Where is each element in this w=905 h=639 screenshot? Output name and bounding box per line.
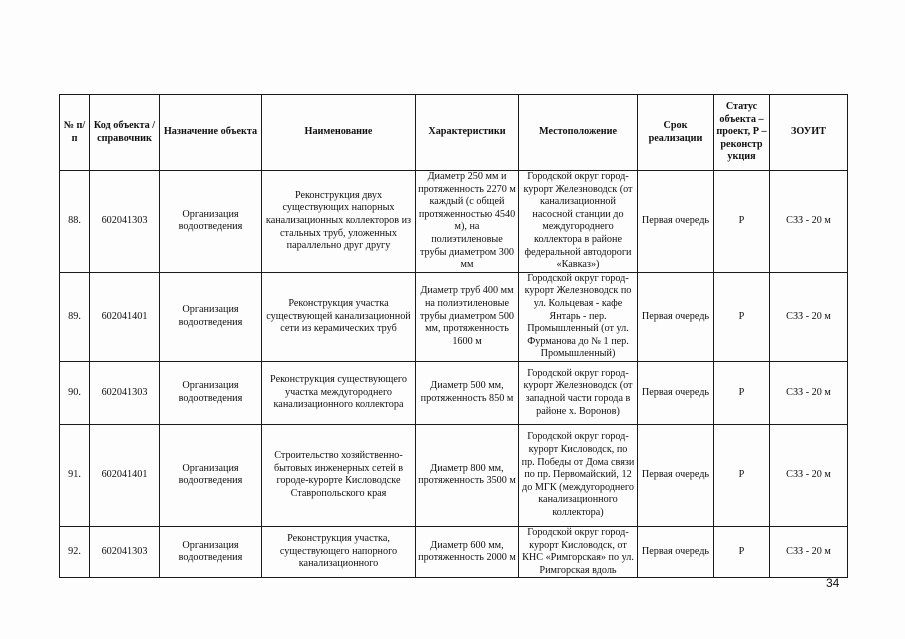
cell-term: Первая очередь bbox=[638, 272, 714, 361]
cell-number: 88. bbox=[60, 171, 90, 273]
cell-term: Первая очередь bbox=[638, 361, 714, 424]
cell-number: 91. bbox=[60, 424, 90, 526]
cell-purpose: Организация водоотведения bbox=[160, 361, 262, 424]
cell-code: 602041303 bbox=[90, 526, 160, 577]
cell-zone: СЗЗ - 20 м bbox=[770, 526, 848, 577]
table-row bbox=[60, 424, 848, 526]
cell-characteristics: Диаметр 250 мм и протяженность 2270 м каждый (с общей протяженностью 4540 м), на полиэтиленовые трубы диаметром 300 мм bbox=[416, 171, 519, 273]
cell-code: 602041303 bbox=[90, 171, 160, 273]
cell-location: Городской округ город-курорт Железноводск по ул. Кольцевая - кафе Янтарь - пер. Промышленный (от ул. Фурманова до № 1 пер. Промышленный) bbox=[519, 272, 638, 361]
header-status: Статус объекта – проект, Р – реконстр укция bbox=[714, 95, 770, 171]
cell-zone: СЗЗ - 20 м bbox=[770, 361, 848, 424]
cell-number: 92. bbox=[60, 526, 90, 577]
cell-name: Реконструкция существующего участка междугороднего канализационного коллектора bbox=[262, 361, 416, 424]
cell-number: 90. bbox=[60, 361, 90, 424]
cell-location: Городской округ город-курорт Кисловодск, по пр. Победы от Дома связи по пр. Первомайский, 12 до МГК (междугороднего канализационного коллектора) bbox=[519, 424, 638, 526]
cell-name: Строительство хозяйственно-бытовых инженерных сетей в городе-курорте Кисловодске Ставропольского края bbox=[262, 424, 416, 526]
cell-characteristics: Диаметр 500 мм, протяженность 850 м bbox=[416, 361, 519, 424]
objects-table bbox=[59, 94, 848, 578]
cell-name: Реконструкция двух существующих напорных канализационных коллекторов из стальных труб, уложенных параллельно друг другу bbox=[262, 171, 416, 273]
cell-status: Р bbox=[714, 361, 770, 424]
cell-location: Городской округ город-курорт Кисловодск, от КНС «Римгорская» по ул. Римгорская вдоль bbox=[519, 526, 638, 577]
table-row bbox=[60, 272, 848, 361]
header-characteristics: Характеристики bbox=[416, 95, 519, 171]
header-purpose: Назначение объекта bbox=[160, 95, 262, 171]
cell-purpose: Организация водоотведения bbox=[160, 424, 262, 526]
cell-purpose: Организация водоотведения bbox=[160, 526, 262, 577]
cell-characteristics: Диаметр труб 400 мм на полиэтиленовые трубы диаметром 500 мм, протяженность 1600 м bbox=[416, 272, 519, 361]
cell-characteristics: Диаметр 800 мм, протяженность 3500 м bbox=[416, 424, 519, 526]
cell-characteristics: Диаметр 600 мм, протяженность 2000 м bbox=[416, 526, 519, 577]
header-zone: ЗОУИТ bbox=[770, 95, 848, 171]
cell-status: Р bbox=[714, 526, 770, 577]
cell-location: Городской округ город-курорт Железноводск (от канализационной насосной станции до междугороднего коллектора в районе федеральной автодороги «Кавказ») bbox=[519, 171, 638, 273]
page-number: 34 bbox=[826, 576, 840, 590]
cell-purpose: Организация водоотведения bbox=[160, 171, 262, 273]
cell-status: Р bbox=[714, 171, 770, 273]
cell-location: Городской округ город-курорт Железноводск (от западной части города в районе х. Воронов) bbox=[519, 361, 638, 424]
cell-name: Реконструкция участка, существующего напорного канализационного bbox=[262, 526, 416, 577]
cell-term: Первая очередь bbox=[638, 526, 714, 577]
table-row bbox=[60, 526, 848, 577]
table-row bbox=[60, 361, 848, 424]
cell-zone: СЗЗ - 20 м bbox=[770, 272, 848, 361]
cell-status: Р bbox=[714, 272, 770, 361]
cell-code: 602041401 bbox=[90, 272, 160, 361]
cell-name: Реконструкция участка существующей канализационной сети из керамических труб bbox=[262, 272, 416, 361]
cell-zone: СЗЗ - 20 м bbox=[770, 424, 848, 526]
cell-status: Р bbox=[714, 424, 770, 526]
header-location: Местоположение bbox=[519, 95, 638, 171]
cell-code: 602041401 bbox=[90, 424, 160, 526]
cell-term: Первая очередь bbox=[638, 424, 714, 526]
cell-code: 602041303 bbox=[90, 361, 160, 424]
cell-number: 89. bbox=[60, 272, 90, 361]
cell-term: Первая очередь bbox=[638, 171, 714, 273]
table-row bbox=[60, 171, 848, 273]
header-term: Срок реализации bbox=[638, 95, 714, 171]
table-header-row bbox=[60, 95, 848, 171]
cell-zone: СЗЗ - 20 м bbox=[770, 171, 848, 273]
header-number: № п/п bbox=[60, 95, 90, 171]
header-name: Наименование bbox=[262, 95, 416, 171]
header-code: Код объекта / справочник bbox=[90, 95, 160, 171]
cell-purpose: Организация водоотведения bbox=[160, 272, 262, 361]
